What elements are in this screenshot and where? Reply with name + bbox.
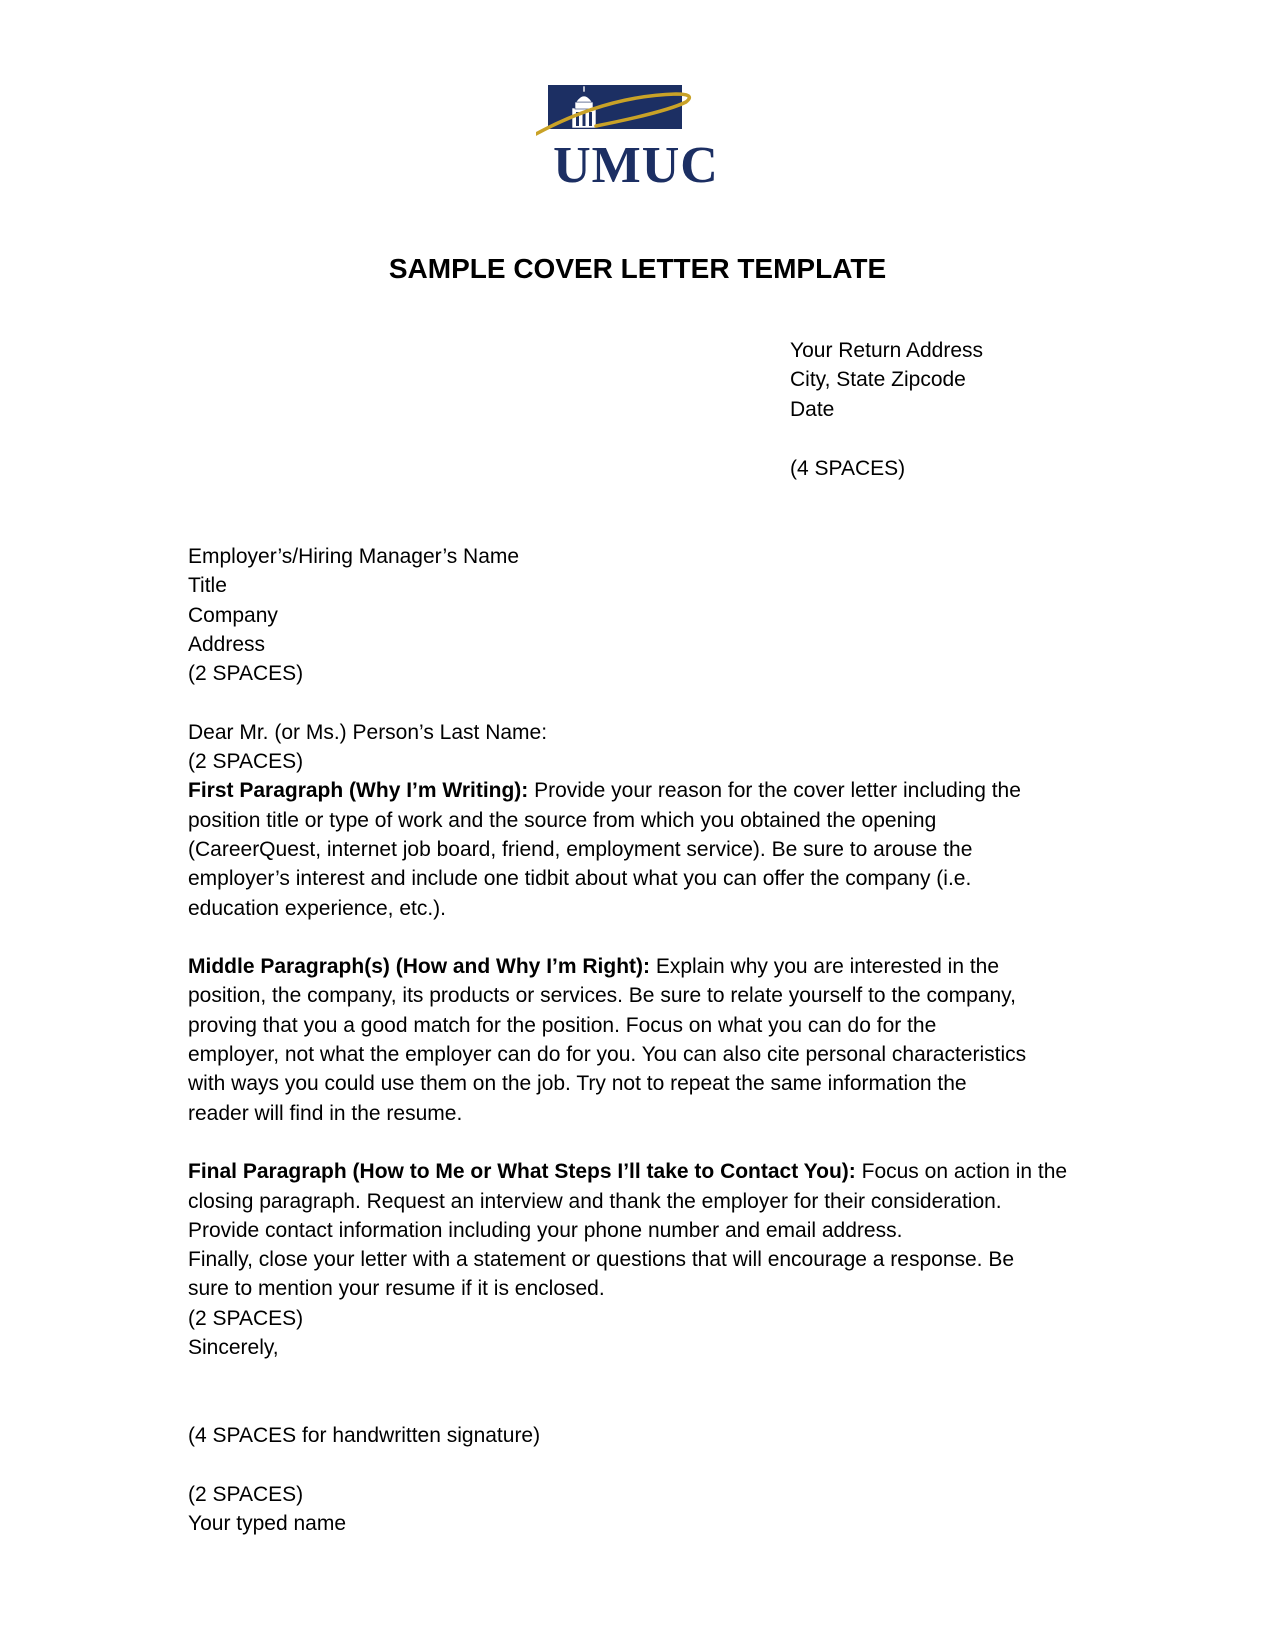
final-paragraph-line: sure to mention your resume if it is enclosed. (188, 1277, 605, 1301)
city-state-zip-line: City, State Zipcode (790, 368, 966, 392)
middle-paragraph-heading: Middle Paragraph(s) (How and Why I’m Right): (188, 955, 650, 979)
employer-address-line: Address (188, 632, 266, 656)
document-title: SAMPLE COVER LETTER TEMPLATE (388, 253, 887, 284)
middle-paragraph-line: with ways you could use them on the job. Try not to repeat the same information the (188, 1072, 967, 1096)
first-paragraph-heading: First Paragraph (Why I’m Writing): (188, 779, 529, 803)
typed-name: Your typed name (188, 1511, 347, 1535)
date-line: Date (790, 397, 835, 421)
middle-paragraph-line: position, the company, its products or services. Be sure to relate yourself to the company, (188, 984, 1016, 1008)
spacing-note: (2 SPACES) (188, 750, 304, 774)
first-paragraph-line: (CareerQuest, internet job board, friend, employment service). Be sure to arouse the (188, 837, 973, 861)
signature-spacing-note: (4 SPACES for handwritten signature) (188, 1423, 541, 1447)
spacing-note: (2 SPACES) (188, 1306, 304, 1330)
logo-emblem-icon (536, 72, 736, 142)
first-paragraph-line: employer’s interest and include one tidbit about what you can offer the company (i.e. (188, 867, 972, 891)
spacing-note: (2 SPACES) (188, 1482, 304, 1506)
sign-off: Sincerely, (188, 1336, 279, 1360)
middle-paragraph-line: reader will find in the resume. (188, 1101, 463, 1125)
final-paragraph-line: Finally, close your letter with a statement or questions that will encourage a response. Be (188, 1248, 1015, 1272)
first-paragraph-line: First Paragraph (Why I’m Writing): Provide your reason for the cover letter including the (188, 779, 1021, 803)
employer-name-line: Employer’s/Hiring Manager’s Name (188, 545, 520, 568)
spacing-note: (2 SPACES) (188, 662, 304, 686)
employer-company-line: Company (188, 603, 278, 627)
final-paragraph-line: Provide contact information including your phone number and email address. (188, 1218, 903, 1242)
middle-paragraph-line: employer, not what the employer can do for you. You can also cite personal characteristics (188, 1043, 1027, 1067)
final-paragraph-line: Final Paragraph (How to Me or What Steps I’ll take to Contact You): Focus on action in the (188, 1160, 1068, 1184)
logo-wordmark: UMUC (553, 137, 719, 194)
middle-paragraph-line: proving that you a good match for the position. Focus on what you can do for the (188, 1013, 937, 1037)
return-address-block (790, 336, 983, 424)
salutation: Dear Mr. (or Ms.) Person’s Last Name: (188, 720, 548, 744)
final-paragraph-heading: Final Paragraph (How to Me or What Steps I’ll take to Contact You): (188, 1160, 856, 1184)
umuc-logo (536, 72, 736, 200)
letter-body (188, 542, 1067, 1538)
first-paragraph-line: education experience, etc.). (188, 896, 446, 920)
final-paragraph-line: closing paragraph. Request an interview and thank the employer for their consideration. (188, 1189, 1002, 1213)
spacing-note: (4 SPACES) (790, 457, 906, 480)
return-address-line: Your Return Address (790, 339, 984, 362)
employer-title-line: Title (188, 574, 227, 598)
middle-paragraph-line: Middle Paragraph(s) (How and Why I’m Right): Explain why you are interested in the (188, 955, 1000, 979)
first-paragraph-line: position title or type of work and the source from which you obtained the opening (188, 808, 937, 832)
